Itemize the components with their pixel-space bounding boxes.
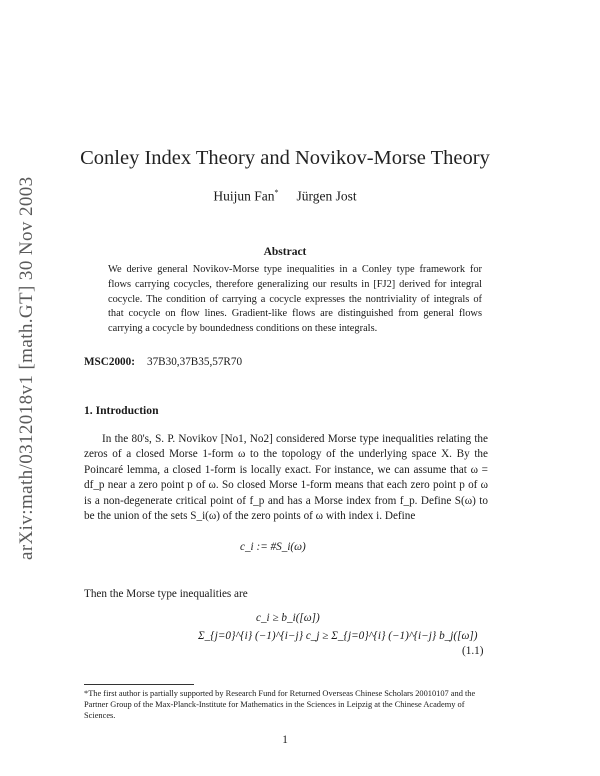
paper-title: Conley Index Theory and Novikov-Morse Theory [80,147,490,169]
page-number: 1 [282,734,288,746]
inequality-1: c_i ≥ b_i([ω]) [256,612,320,624]
equation-number: (1.1) [462,645,484,657]
msc-label: MSC2000: [84,356,135,368]
inequality-2: Σ_{j=0}^{i} (−1)^{i−j} c_j ≥ Σ_{j=0}^{i} (−1)^{i−j} b_j([ω]) [198,630,478,642]
msc-line [84,356,242,368]
authors [60,188,510,205]
footnote: *The first author is partially supported by Research Fund for Returned Overseas Chinese Scholars 20010107 and the Partner Group of the Max-Planck-Institute for Mathematics in the Sciences in Leipzig at the Chinese Academy of Sciences. [84,689,476,720]
section-heading: 1. Introduction [84,404,159,417]
footnote-mark: * [274,188,279,197]
abstract-heading: Abstract [263,246,307,258]
msc-codes: 37B30,37B35,57R70 [146,356,243,368]
intro-paragraph [84,432,488,524]
then-text: Then the Morse type inequalities are [84,588,248,600]
intro-paragraph-text: In the 80's, S. P. Novikov [No1, No2] considered Morse type inequalities relating the zeros of a closed Morse 1-form ω to the topology of the underlying space X. By the Poincaré lemma, a closed 1-form is locally exact. For instance, we can assume that ω = df_p near a zero point p of ω. So closed Morse 1-form means that each zero point p of ω is a non-degenerate critical point of f_p and has a Morse index from f_p. Define S(ω) to be the union of the sets S_i(ω) of the zero points of ω with index i. Define [84,433,488,523]
equation-ci: c_i := #S_i(ω) [240,541,306,553]
abstract-text: We derive general Novikov-Morse type inequalities in a Conley type framework for flows carrying cocycles, therefore generalizing our results in [FJ2] derived for integral cocycle. The condition of carrying a cocycle expresses the nontriviality of integrals of that cocycle on flow lines. Gradient-like flows are distinguished from general flows carrying a cocycle by boundedness conditions on these integrals. [108,264,482,335]
author-first: Huijun Fan [213,188,275,204]
author-second: Jürgen Jost [296,188,357,204]
arxiv-stamp: arXiv:math/0312018v1 [math.GT] 30 Nov 2003 [16,176,37,560]
footnote-rule [84,684,194,685]
